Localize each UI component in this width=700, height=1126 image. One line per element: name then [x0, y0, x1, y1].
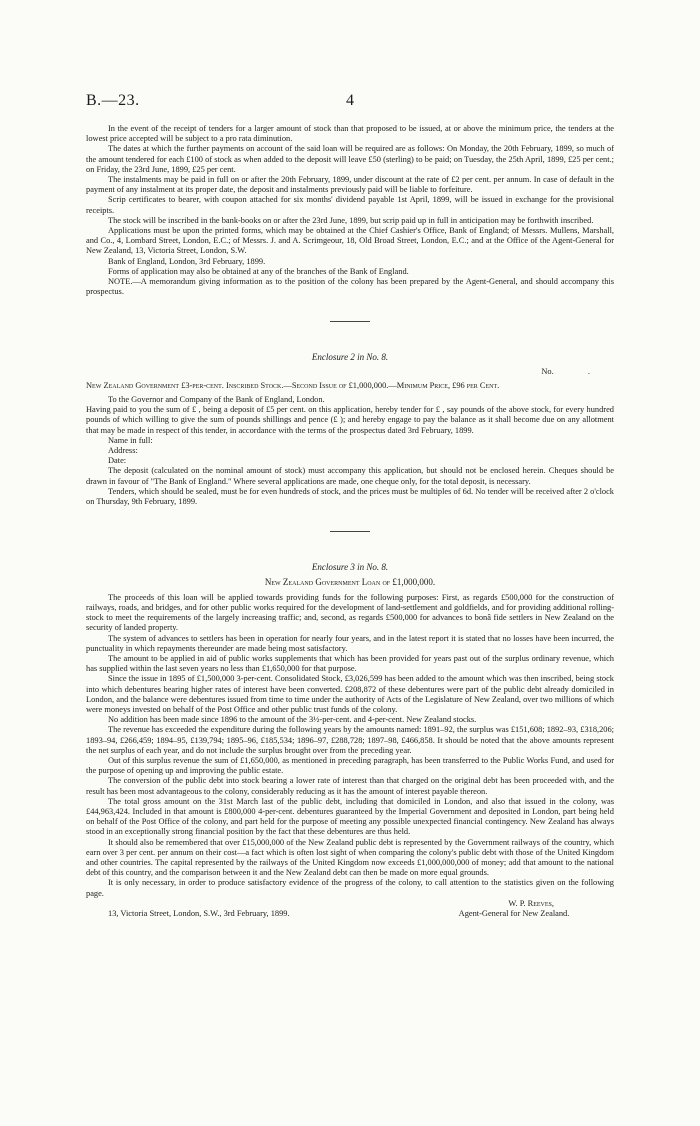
page-body	[86, 124, 614, 919]
signature-block	[86, 909, 614, 919]
stock-title: New Zealand Government £3-per-cent. Inscribed Stock.—Second Issue of £1,000,000.—Minimum Price, £96 per Cent.	[86, 380, 500, 390]
number-label: No.	[541, 366, 554, 376]
spacer	[86, 507, 614, 531]
paragraph: The amount to be applied in aid of public works supplements that which has been provided for years past out of the surplus ordinary revenue, which has supplied within the last seven years no less than £1,650,000 for that purpose.	[86, 653, 614, 674]
paragraph: NOTE.—A memorandum giving information as to the position of the colony has been prepared by the Agent-General, and should accompany this prospectus.	[86, 277, 614, 297]
addressee: To the Governor and Company of the Bank of England, London.	[108, 395, 325, 405]
field-address: Address:	[108, 446, 138, 456]
tender-form-text: Having paid to you the sum of £ , being a deposit of £5 per cent. on this application, hereby tender for £ , say pounds of the above stock, for every hundred pounds of which willing to give the sum of pounds shillings and pence (£ ); and hereby engage to pay the balance as it shall become due on any allotment that may be made in respect of this tender, in accordance with the terms of the prospectus dated 3rd February, 1899.	[86, 405, 614, 435]
paragraph: It is only necessary, in order to produce satisfactory evidence of the progress of the colony, to call attention to the statistics given on the following page.	[86, 878, 614, 898]
paragraph: Since the issue in 1895 of £1,500,000 3-per-cent. Consolidated Stock, £3,026,599 has been added to the amount which was then inscribed, being stock into which debentures bearing higher rates of interest have been converted. £208,872 of these debentures were part of the public debt already domiciled in London, and the balance were debentures issued from time to time under the authority of Acts of the Legislature of New Zealand, over two millions of which were moneys invested on behalf of the Post Office and other public trust funds of the colony.	[86, 674, 614, 714]
paragraph: It should also be remembered that over £15,000,000 of the New Zealand public debt is represented by the Government railways of the country, which earn over 3 per cent. per annum on their cost—a fact which is often lost sight of when comparing the colony's public debt with those of the United Kingdom and other countries. The capital represented by the railways of the United Kingdom now exceeds £1,000,000,000 of money; add that amount to the national debt of this country, and the comparison between it and the New Zealand debt can then be made on more equal grounds.	[86, 837, 614, 878]
page-number: 4	[346, 92, 354, 109]
section-divider	[330, 321, 370, 322]
enclosure-2-section	[86, 352, 614, 507]
paragraph: Tenders, which should be sealed, must be for even hundreds of stock, and the prices must be multiples of 6d. No tender will be received after 2 o'clock on Thursday, 9th February, 1899.	[86, 486, 614, 507]
page-header	[86, 92, 614, 112]
enclosure-heading: Enclosure 2 in No. 8.	[311, 352, 389, 363]
paragraph: The stock will be inscribed in the bank-books on or after the 23rd June, 1899, but scrip paid up in full in anticipation may be forthwith inscribed.	[108, 215, 594, 225]
paragraph: The total gross amount on the 31st March last of the public debt, including that domiciled in London, and also that issued in the colony, was £44,963,424. Included in that amount is £800,000 4-per-cent. debentures guaranteed by the Imperial Government and deposited in London, part being held on behalf of the Post Office of the colony, and part held for the purpose of meeting any possible unexpected financial contingency. New Zealand has always stood in an exceptionally strong financial position by the fact that these debentures are thus held.	[86, 796, 614, 837]
paragraph: The deposit (calculated on the nominal amount of stock) must accompany this application, but should not be enclosed herein. Cheques should be drawn in favour of "The Bank of England." Where several applications are made, one cheque only, for the total deposit, is necessary.	[86, 466, 614, 486]
paragraph: Applications must be upon the printed forms, which may be obtained at the Chief Cashier's Office, Bank of England; of Messrs. Mullens, Marshall, and Co., 4, Lombard Street, London, E.C.; of Messrs. J. and A. Scrimgeour, 18, Old Broad Street, London, E.C.; and at the Office of the Agent-General for New Zealand, 13, Victoria Street, London, S.W.	[86, 226, 614, 256]
loan-title: New Zealand Government Loan of £1,000,000.	[264, 576, 436, 587]
paragraph: Bank of England, London, 3rd February, 1899.	[108, 256, 266, 266]
enclosure-heading: Enclosure 3 in No. 8.	[311, 562, 389, 573]
number-value: .	[587, 366, 590, 376]
signature-address: 13, Victoria Street, London, S.W., 3rd February, 1899.	[108, 909, 290, 918]
paragraph: The proceeds of this loan will be applied towards providing funds for the following purposes: First, as regards £500,000 for the construction of railways, roads, and bridges, and for other public works required for the development of land-settlement and goldfields, and for providing additional rolling-stock to meet the requirements of the largely increasing traffic; and, second, as regards £500,000 for advances to bonâ fide settlers in New Zealand on the security of landed property.	[86, 592, 614, 633]
signature-title: Agent-General for New Zealand.	[458, 909, 570, 918]
paragraph: In the event of the receipt of tenders for a larger amount of stock than that proposed to be issued, at or above the minimum price, the tenders at the lowest price accepted will be subject to a pro rata diminution.	[86, 124, 614, 144]
spacer	[86, 297, 614, 321]
paragraph: The dates at which the further payments on account of the said loan will be required are as follows: On Monday, the 20th February, 1899, so much of the amount tendered for each £100 of stock as when added to the deposit will leave £50 (sterling) to be paid; on Tuesday, the 25th April, 1899, £25 per cent.; on Friday, the 23rd June, 1899, £25 per cent.	[86, 144, 614, 174]
document-reference: B.—23.	[86, 92, 140, 109]
field-name: Name in full:	[108, 435, 153, 445]
signature-name: W. P. Reeves,	[508, 898, 554, 908]
paragraph: Scrip certificates to bearer, with coupon attached for six months' dividend payable 1st April, 1899, will be issued in exchange for the provisional receipts.	[86, 195, 614, 215]
application-number	[86, 367, 614, 377]
paragraph: The system of advances to settlers has been in operation for nearly four years, and in the latest report it is stated that no losses have been incurred, the punctuality in which repayments thereunder are made being most satisfactory.	[86, 633, 614, 653]
paragraph: Out of this surplus revenue the sum of £1,650,000, as mentioned in preceding paragraph, has been transferred to the Public Works Fund, and used for the purpose of opening up and improving the public estate.	[86, 755, 614, 776]
paragraph: Forms of application may also be obtained at any of the branches of the Bank of England.	[108, 266, 409, 276]
paragraph: The revenue has exceeded the expenditure during the following years by the amounts named: 1891–92, the surplus was £151,608; 1892–93, £318,206; 1893–94, £266,459; 1894–95, £139,794; 1895–96, £185,534; 1896–97, £288,728; 1897–98, £466,858. It should be noted that the above amounts represent the net surplus of each year, and do not include the surplus brought over from the preceding year.	[86, 725, 614, 755]
prospectus-section	[86, 124, 614, 297]
field-date: Date:	[108, 456, 127, 466]
paragraph: No addition has been made since 1896 to the amount of the 3½-per-cent. and 4-per-cent. New Zealand stocks.	[108, 715, 477, 725]
paragraph: The instalments may be paid in full on or after the 20th February, 1899, under discount at the rate of £2 per cent. per annum. In case of default in the payment of any instalment at its proper date, the deposit and instalments previously paid will be liable to forfeiture.	[86, 175, 614, 195]
paragraph: The conversion of the public debt into stock bearing a lower rate of interest than that charged on the original debt has been proceeded with, and the result has been most advantageous to the colony, considerably reducing as it has the amount of interest payable thereon.	[86, 776, 614, 796]
enclosure-3-section	[86, 562, 614, 919]
section-divider	[330, 531, 370, 532]
